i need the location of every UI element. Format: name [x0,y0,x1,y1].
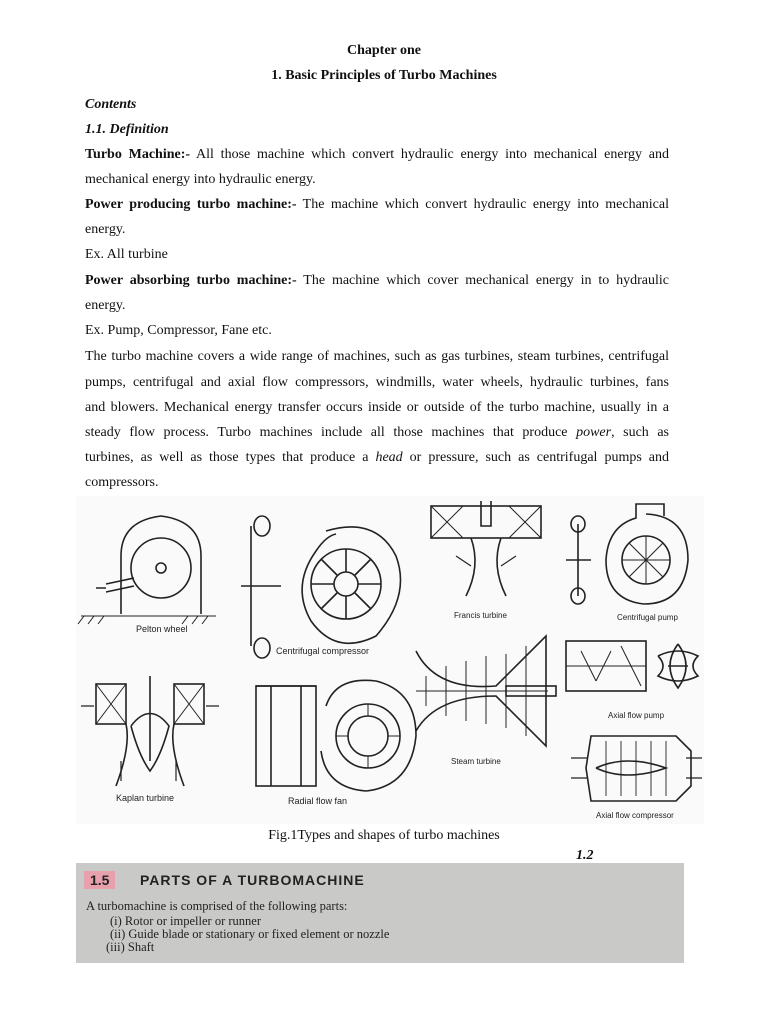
power-producing-text: The machine which convert hydraulic energy into mechanical [296,197,669,212]
paragraph-line1: The turbo machine covers a wide range of machines, such as gas turbines, steam turbines, centrifugal [85,349,669,364]
paragraph-line5-c: or pressure, such as centrifugal pumps and [402,450,669,465]
steam-label: Steam turbine [451,757,501,766]
radial-fan-drawing [256,680,416,806]
scan-section-number: 1.5 [84,871,115,889]
francis-label: Francis turbine [454,611,507,620]
power-absorbing-text: The machine which cover mechanical energy in to hydraulic [296,273,669,288]
power-producing-line1 [85,192,669,218]
scanned-excerpt [76,863,684,963]
paragraph-line4-a: steady flow process. Turbo machines include all those machines that produce [85,425,577,440]
power-emphasis: power [576,425,612,440]
paragraph-line4 [85,420,669,446]
centrifugal-pump-label: Centrifugal pump [617,613,678,622]
section-heading: 1.1. Definition [85,122,169,137]
power-producing-term: Power producing turbo machine:- [85,197,297,212]
kaplan-label: Kaplan turbine [116,793,175,803]
power-absorbing-example: Ex. Pump, Compressor, Fane etc. [85,323,272,338]
paragraph-line2: pumps, centrifugal and axial flow compressors, windmills, water wheels, hydraulic turbines, fans [85,375,669,390]
scan-item-3: (iii) Shaft [106,940,155,954]
turbo-definition-line2: mechanical energy into hydraulic energy. [85,172,316,187]
turbo-machines-figure [76,496,704,824]
axial-flow-pump-drawing [566,641,698,720]
chapter-label: Chapter one [346,43,422,58]
francis-turbine-drawing [431,501,541,620]
axial-flow-compressor-drawing [571,736,702,820]
scan-item-2: (ii) Guide blade or stationary or fixed element or nozzle [110,927,390,941]
power-absorbing-line1 [85,268,669,294]
centrifugal-compressor-label: Centrifugal compressor [276,646,370,656]
paragraph-line4-c: , such as [611,425,669,440]
figure-caption: Fig.1Types and shapes of turbo machines [268,828,500,843]
paragraph-line3: and blowers. Mechanical energy transfer occurs inside or outside of the turbo machine, usually in a [85,400,669,415]
centrifugal-compressor-drawing [241,516,401,658]
kaplan-turbine-drawing [81,676,219,803]
power-producing-example: Ex. All turbine [85,247,168,262]
paragraph-line5-a: turbines, as well as those types that produce a [85,450,376,465]
scan-section-title: PARTS OF A TURBOMACHINE [140,872,365,888]
steam-turbine-drawing [416,636,556,766]
radial-fan-label: Radial flow fan [288,796,348,806]
power-absorbing-term: Power absorbing turbo machine:- [85,273,297,288]
turbo-def-text: All those machine which convert hydraulic energy into mechanical energy and [190,147,669,162]
paragraph-line6: compressors. [85,475,159,490]
power-producing-line2: energy. [85,222,126,237]
power-absorbing-line2: energy. [85,298,126,313]
axial-compressor-label: Axial flow compressor [596,811,674,820]
head-emphasis: head [375,450,403,465]
pelton-label: Pelton wheel [136,624,188,634]
contents-label: Contents [85,97,137,112]
scan-intro: A turbomachine is comprised of the following parts: [86,899,348,913]
turbo-definition-line1 [85,142,669,168]
axial-pump-label: Axial flow pump [608,711,665,720]
paragraph-line5 [85,445,669,471]
section-number: 1.2 [576,848,594,863]
scan-item-1: (i) Rotor or impeller or runner [110,914,261,928]
centrifugal-pump-drawing [566,504,688,622]
scan-header [84,871,674,891]
chapter-title: 1. Basic Principles of Turbo Machines [271,68,497,83]
turbo-term: Turbo Machine:- [85,147,191,162]
pelton-wheel-drawing [78,516,216,634]
